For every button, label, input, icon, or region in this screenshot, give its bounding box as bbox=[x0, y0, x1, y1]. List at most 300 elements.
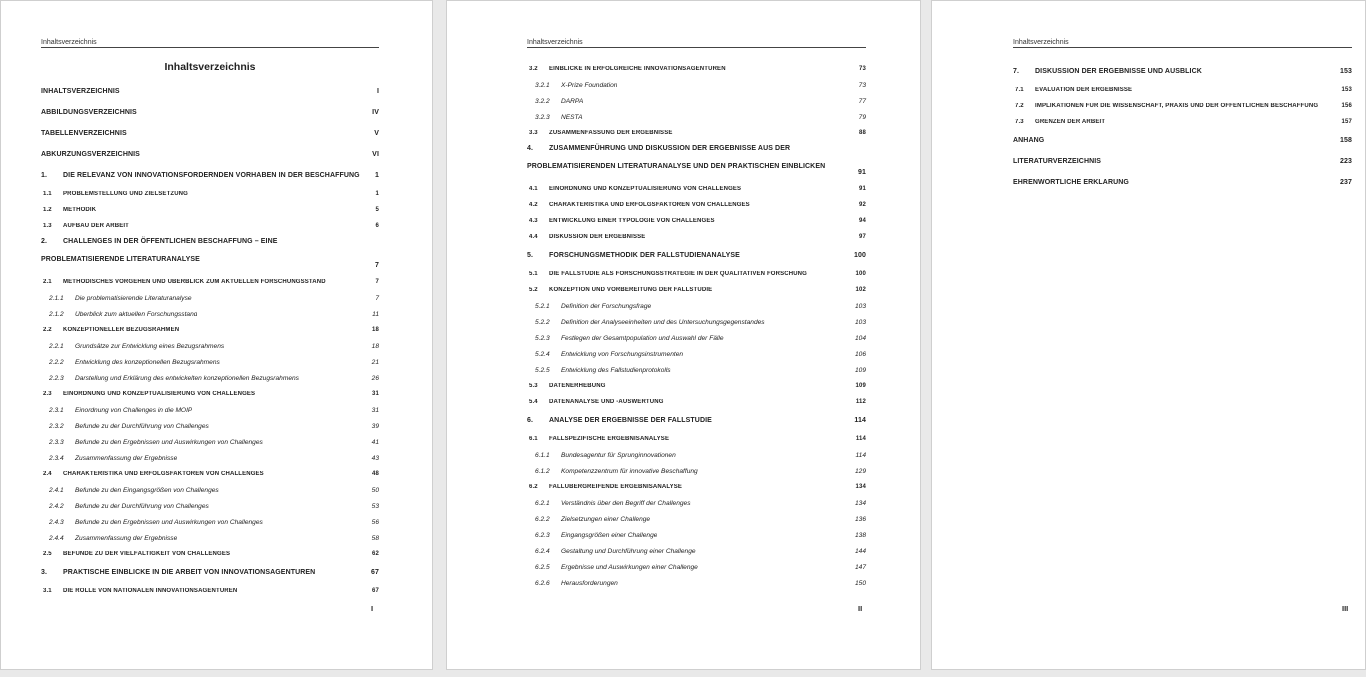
toc-entry-number: 4. bbox=[527, 145, 534, 152]
toc-entry-text: X-Prize Foundation bbox=[561, 81, 618, 89]
toc-entry[interactable] bbox=[41, 482, 379, 498]
toc-entry-page: 26 bbox=[371, 374, 379, 382]
toc-entry-title bbox=[529, 287, 712, 293]
toc-entry[interactable] bbox=[41, 450, 379, 466]
toc-entry-page: 77 bbox=[858, 97, 866, 105]
toc-entry-page: 153 bbox=[1340, 68, 1352, 75]
toc-entry[interactable] bbox=[1013, 98, 1352, 114]
toc-entry-text: FALLSPEZIFISCHE ERGEBNISANALYSE bbox=[549, 436, 670, 442]
page-header: Inhaltsverzeichnis bbox=[41, 39, 379, 48]
page-number: III bbox=[1342, 604, 1349, 613]
toc-entry-text: Kompetenzzentrum für innovative Beschaffung bbox=[561, 467, 698, 475]
toc-entry-page: 6 bbox=[375, 223, 379, 229]
toc-entry[interactable] bbox=[527, 266, 866, 282]
toc-entry-number: 6.2.6 bbox=[535, 579, 550, 587]
toc-entry-number: 5. bbox=[527, 252, 534, 259]
toc-entry[interactable] bbox=[41, 546, 379, 562]
toc-entry-number: 4.1 bbox=[529, 186, 538, 192]
toc-entry[interactable] bbox=[41, 418, 379, 434]
toc-entry-page: 94 bbox=[859, 218, 866, 224]
toc-entry-title bbox=[41, 151, 140, 158]
toc-entry[interactable] bbox=[41, 81, 379, 102]
toc-entry[interactable] bbox=[41, 165, 379, 186]
toc-entry-title bbox=[529, 436, 669, 442]
toc-entry-title bbox=[1013, 179, 1129, 186]
toc-entry-number: 6.2.2 bbox=[535, 515, 550, 523]
toc-entry-number: 6.2 bbox=[529, 484, 538, 490]
toc-entry-page: 112 bbox=[855, 399, 866, 405]
toc-entry-number: 1.2 bbox=[43, 207, 52, 213]
toc-entry-title bbox=[535, 548, 696, 555]
toc-entry-text: AUFBAU DER ARBEIT bbox=[63, 223, 129, 229]
toc-entry-page: 100 bbox=[854, 252, 866, 259]
toc-entry-page: 92 bbox=[859, 202, 866, 208]
toc-entry-number: 6.1.1 bbox=[535, 451, 550, 459]
toc-entry-title bbox=[535, 98, 583, 105]
toc-entry-page: 18 bbox=[371, 342, 379, 350]
toc-entry[interactable] bbox=[41, 434, 379, 450]
toc-entry-number: 6.1 bbox=[529, 436, 538, 442]
toc-entry-title bbox=[49, 439, 263, 446]
toc-entry[interactable] bbox=[41, 514, 379, 530]
toc-entry-title bbox=[43, 191, 188, 197]
toc-entry-title bbox=[49, 503, 209, 510]
toc-entry-number: 2.2 bbox=[43, 327, 52, 333]
document-page-2 bbox=[446, 0, 921, 670]
toc-entry-title bbox=[535, 351, 683, 358]
toc-entry[interactable] bbox=[41, 234, 379, 274]
page-number: I bbox=[371, 604, 374, 613]
toc-entry[interactable] bbox=[527, 282, 866, 298]
toc-entry-title bbox=[529, 399, 664, 405]
toc-entry-title bbox=[535, 468, 698, 475]
toc-entry-title bbox=[527, 140, 837, 176]
toc-entry[interactable] bbox=[527, 141, 866, 181]
toc-entry[interactable] bbox=[41, 186, 379, 202]
toc-entry-title bbox=[529, 271, 807, 277]
toc-entry[interactable] bbox=[1013, 130, 1352, 151]
toc-entry-number: 2.1.2 bbox=[49, 310, 64, 318]
toc-entry-text: Befunde zu den Ergebnissen und Auswirkungen von Challenges bbox=[75, 438, 263, 446]
toc-entry-number: 2.4.1 bbox=[49, 486, 64, 494]
toc-entry-number: 5.2.1 bbox=[535, 302, 550, 310]
toc-entry-page: 153 bbox=[1341, 87, 1352, 93]
toc-entry-number: 5.2.4 bbox=[535, 350, 550, 358]
toc-entry[interactable] bbox=[41, 322, 379, 338]
toc-entry-page: 5 bbox=[375, 207, 379, 213]
toc-entry-page: 67 bbox=[371, 569, 379, 576]
toc-entry[interactable] bbox=[527, 245, 866, 266]
toc-entry-page: 158 bbox=[1340, 137, 1352, 144]
toc-entry-page: 114 bbox=[855, 436, 866, 442]
toc-entry-text: ZUSAMMENFÜHRUNG UND DISKUSSION DER ERGEBNISSE AUS DER PROBLEMATISIERENDEN LITERATURANALYSE UND DEN PRAKTISCHEN EINBLICKEN bbox=[527, 145, 826, 170]
toc-entry[interactable] bbox=[1013, 61, 1352, 82]
toc-entry-page: 138 bbox=[854, 531, 866, 539]
toc-entry-page: 58 bbox=[371, 534, 379, 542]
toc-entry-page: 136 bbox=[854, 515, 866, 523]
toc-entry[interactable] bbox=[527, 229, 866, 245]
toc-entry[interactable] bbox=[527, 298, 866, 314]
toc-entry[interactable] bbox=[527, 181, 866, 197]
toc-entry-page: 144 bbox=[854, 547, 866, 555]
toc-entry-page: 88 bbox=[859, 130, 866, 136]
toc-entry-number: 4.2 bbox=[529, 202, 538, 208]
toc-entry-text: DARPA bbox=[561, 97, 584, 105]
toc-entry[interactable] bbox=[41, 144, 379, 165]
toc-entry-title bbox=[529, 383, 606, 389]
toc-entry-page: 114 bbox=[855, 451, 866, 459]
toc-entry-text: Entwicklung des konzeptionellen Bezugsrahmens bbox=[75, 358, 220, 366]
toc-entry-number: 3. bbox=[41, 569, 48, 576]
toc-entry-number: 2.3.2 bbox=[49, 422, 64, 430]
toc-entry[interactable] bbox=[41, 290, 379, 306]
toc-entry-title bbox=[529, 234, 645, 240]
toc-list bbox=[1013, 61, 1352, 193]
toc-entry-page: 67 bbox=[372, 588, 379, 594]
page-number: II bbox=[858, 604, 863, 613]
toc-entry-text: METHODIK bbox=[63, 207, 97, 213]
toc-entry-page: 1 bbox=[375, 172, 379, 179]
toc-entry-number: 2.4.2 bbox=[49, 502, 64, 510]
toc-entry-text: Einordnung von Challenges in die MOIP bbox=[75, 406, 193, 414]
toc-entry-text: LITERATURVERZEICHNIS bbox=[1013, 158, 1102, 165]
toc-entry[interactable] bbox=[527, 431, 866, 447]
toc-entry-text: KONZEPTIONELLER BEZUGSRAHMEN bbox=[63, 327, 180, 333]
toc-entry-number: 7.3 bbox=[1015, 119, 1024, 125]
toc-entry-text: Befunde zu der Durchführung von Challenges bbox=[75, 422, 209, 430]
toc-entry-text: ANALYSE DER ERGEBNISSE DER FALLSTUDIE bbox=[549, 417, 712, 424]
toc-list bbox=[41, 81, 379, 599]
toc-entry-number: 6.2.4 bbox=[535, 547, 550, 555]
toc-entry-title bbox=[43, 588, 237, 594]
toc-entry-page: 43 bbox=[371, 454, 379, 462]
toc-entry-title bbox=[43, 551, 230, 557]
toc-entry-title bbox=[527, 252, 740, 259]
toc-entry-number: 2.2.3 bbox=[49, 374, 64, 382]
toc-entry[interactable] bbox=[41, 354, 379, 370]
toc-entry-page: 41 bbox=[371, 438, 379, 446]
toc-entry-title bbox=[41, 233, 351, 269]
toc-entry-page: 147 bbox=[854, 563, 866, 571]
toc-entry-text: DIE FALLSTUDIE ALS FORSCHUNGSSTRATEGIE IN DER QUALITATIVEN FORSCHUNG bbox=[549, 271, 807, 277]
toc-entry-number: 6.2.5 bbox=[535, 563, 550, 571]
toc-entry-text: NESTA bbox=[561, 113, 583, 121]
toc-entry-text: Überblick zum aktuellen Forschungsstand bbox=[75, 310, 198, 318]
toc-entry-text: Zusammenfassung der Ergebnisse bbox=[75, 534, 178, 542]
toc-entry-number: 5.1 bbox=[529, 271, 538, 277]
toc-entry-number: 2.4.4 bbox=[49, 534, 64, 542]
toc-entry-page: 134 bbox=[855, 484, 866, 490]
toc-entry-title bbox=[1013, 68, 1202, 75]
toc-entry-title bbox=[43, 223, 129, 229]
toc-entry[interactable] bbox=[527, 125, 866, 141]
toc-entry-text: EHRENWÖRTLICHE ERKLÄRUNG bbox=[1013, 179, 1129, 186]
toc-entry[interactable] bbox=[41, 386, 379, 402]
toc-entry[interactable] bbox=[527, 543, 866, 559]
toc-entry-text: Eingangsgrößen einer Challenge bbox=[561, 531, 658, 539]
toc-entry[interactable] bbox=[527, 378, 866, 394]
toc-entry-page: 31 bbox=[372, 391, 379, 397]
toc-entry[interactable] bbox=[527, 362, 866, 378]
toc-entry-page: 79 bbox=[858, 113, 866, 121]
toc-entry-text: Befunde zu der Durchführung von Challenges bbox=[75, 502, 209, 510]
toc-entry-number: 2. bbox=[41, 238, 48, 245]
toc-entry-title bbox=[535, 500, 691, 507]
toc-entry[interactable] bbox=[1013, 172, 1352, 193]
toc-entry[interactable] bbox=[527, 93, 866, 109]
toc-entry-number: 3.2.2 bbox=[535, 97, 550, 105]
toc-entry-title bbox=[1013, 158, 1101, 165]
toc-entry-page: 48 bbox=[372, 471, 379, 477]
toc-entry-page: 73 bbox=[859, 66, 866, 72]
toc-entry[interactable] bbox=[1013, 114, 1352, 130]
toc-entry-page: 7 bbox=[375, 294, 379, 302]
toc-entry-title bbox=[49, 311, 197, 318]
toc-entry[interactable] bbox=[41, 218, 379, 234]
toc-entry-text: KONZEPTION UND VORBEREITUNG DER FALLSTUDIE bbox=[549, 287, 713, 293]
toc-entry-text: EINORDNUNG UND KONZEPTUALISIERUNG VON CHALLENGES bbox=[63, 391, 256, 397]
toc-entry[interactable] bbox=[527, 314, 866, 330]
toc-entry[interactable] bbox=[41, 583, 379, 599]
toc-entry-title bbox=[43, 471, 264, 477]
toc-entry-page: 91 bbox=[858, 169, 866, 176]
toc-entry-number: 7. bbox=[1013, 68, 1020, 75]
toc-entry-text: DISKUSSION DER ERGEBNISSE UND AUSBLICK bbox=[1035, 68, 1202, 75]
toc-entry-page: 18 bbox=[372, 327, 379, 333]
toc-entry-number: 5.2.2 bbox=[535, 318, 550, 326]
toc-entry-title bbox=[535, 516, 650, 523]
toc-entry[interactable] bbox=[527, 527, 866, 543]
toc-entry-title bbox=[529, 130, 673, 136]
document-page-3 bbox=[931, 0, 1366, 670]
toc-entry-number: 7.1 bbox=[1015, 87, 1024, 93]
toc-entry-text: IMPLIKATIONEN FÜR DIE WISSENSCHAFT, PRAXIS UND DER ÖFFENTLICHEN BESCHAFFUNG bbox=[1035, 103, 1319, 109]
toc-entry-title bbox=[535, 319, 765, 326]
toc-entry-page: I bbox=[376, 88, 379, 95]
toc-entry-title bbox=[529, 66, 726, 72]
toc-entry-title bbox=[535, 82, 617, 89]
toc-entry-title bbox=[527, 417, 712, 424]
toc-entry-page: 7 bbox=[375, 279, 379, 285]
toc-entry[interactable] bbox=[41, 530, 379, 546]
toc-entry[interactable] bbox=[41, 123, 379, 144]
toc-entry-title bbox=[43, 279, 326, 285]
toc-entry-title bbox=[535, 303, 651, 310]
toc-entry-text: GRENZEN DER ARBEIT bbox=[1035, 119, 1106, 125]
toc-entry-page: 91 bbox=[859, 186, 866, 192]
toc-entry-text: Zielsetzungen einer Challenge bbox=[561, 515, 651, 523]
toc-entry-text: DIE ROLLE VON NATIONALEN INNOVATIONSAGENTUREN bbox=[63, 588, 238, 594]
toc-entry-text: ENTWICKLUNG EINER TYPOLOGIE VON CHALLENGES bbox=[549, 218, 715, 224]
toc-entry-number: 2.3 bbox=[43, 391, 52, 397]
page-header: Inhaltsverzeichnis bbox=[1013, 39, 1352, 48]
toc-entry-text: TABELLENVERZEICHNIS bbox=[41, 130, 127, 137]
toc-entry[interactable] bbox=[1013, 82, 1352, 98]
toc-entry-page: 237 bbox=[1340, 179, 1352, 186]
toc-entry-text: EVALUATION DER ERGEBNISSE bbox=[1035, 87, 1133, 93]
toc-entry-text: Darstellung und Erklärung des entwickelten konzeptionellen Bezugsrahmens bbox=[75, 374, 299, 382]
toc-entry-number: 3.1 bbox=[43, 588, 52, 594]
toc-entry-page: 103 bbox=[854, 318, 866, 326]
toc-entry[interactable] bbox=[527, 213, 866, 229]
toc-entry-page: 156 bbox=[1341, 103, 1352, 109]
toc-entry-title bbox=[49, 295, 192, 302]
toc-entry-text: ZUSAMMENFASSUNG DER ERGEBNISSE bbox=[549, 130, 673, 136]
toc-entry-text: ANHANG bbox=[1013, 137, 1045, 144]
toc-entry-title bbox=[1013, 137, 1044, 144]
toc-entry-title bbox=[41, 172, 360, 179]
toc-entry-number: 2.4.3 bbox=[49, 518, 64, 526]
toc-entry[interactable] bbox=[527, 61, 866, 77]
toc-entry-text: METHODISCHES VORGEHEN UND ÜBERBLICK ZUM AKTUELLEN FORSCHUNGSSTAND bbox=[63, 279, 326, 285]
toc-entry-number: 3.2.1 bbox=[535, 81, 550, 89]
toc-entry-number: 4.4 bbox=[529, 234, 538, 240]
toc-entry-number: 2.4 bbox=[43, 471, 52, 477]
toc-entry-number: 2.1 bbox=[43, 279, 52, 285]
toc-entry[interactable] bbox=[527, 559, 866, 575]
toc-entry-title bbox=[49, 407, 192, 414]
toc-entry[interactable] bbox=[41, 370, 379, 386]
toc-entry-number: 5.4 bbox=[529, 399, 538, 405]
toc-entry-page: 39 bbox=[371, 422, 379, 430]
toc-entry-text: CHALLENGES IN DER ÖFFENTLICHEN BESCHAFFUNG – EINE PROBLEMATISIERENDE LITERATURANALYSE bbox=[41, 238, 278, 263]
toc-entry[interactable] bbox=[527, 77, 866, 93]
toc-entry-text: ABKÜRZUNGSVERZEICHNIS bbox=[41, 151, 140, 158]
toc-entry-text: DATENANALYSE UND -AUSWERTUNG bbox=[549, 399, 664, 405]
toc-entry[interactable] bbox=[41, 562, 379, 583]
toc-entry-text: Die problematisierende Literaturanalyse bbox=[75, 294, 192, 302]
toc-entry-number: 2.3.4 bbox=[49, 454, 64, 462]
toc-entry-page: 103 bbox=[854, 302, 866, 310]
toc-entry-number: 3.3 bbox=[529, 130, 538, 136]
toc-entry-title bbox=[41, 569, 315, 576]
toc-entry[interactable] bbox=[41, 202, 379, 218]
toc-entry-number: 4.3 bbox=[529, 218, 538, 224]
toc-entry-title bbox=[535, 367, 671, 374]
toc-entry-number: 3.2 bbox=[529, 66, 538, 72]
toc-entry-number: 1.3 bbox=[43, 223, 52, 229]
toc-entry-title bbox=[41, 88, 120, 95]
toc-entry[interactable] bbox=[41, 402, 379, 418]
toc-entry[interactable] bbox=[527, 330, 866, 346]
toc-entry-text: DATENERHEBUNG bbox=[549, 383, 606, 389]
toc-entry-number: 2.2.2 bbox=[49, 358, 64, 366]
toc-entry-title bbox=[43, 207, 96, 213]
toc-entry[interactable] bbox=[527, 197, 866, 213]
toc-entry-page: 50 bbox=[371, 486, 379, 494]
toc-entry-page: 106 bbox=[854, 350, 866, 358]
toc-entry-page: 7 bbox=[375, 262, 379, 269]
toc-entry-title bbox=[1015, 87, 1132, 93]
toc-entry-text: EINBLICKE IN ERFOLGREICHE INNOVATIONSAGENTUREN bbox=[549, 66, 726, 72]
toc-entry-title bbox=[535, 564, 698, 571]
toc-entry-text: Gestaltung und Durchführung einer Challenge bbox=[561, 547, 696, 555]
toc-entry[interactable] bbox=[527, 346, 866, 362]
toc-entry-text: Befunde zu den Eingangsgrößen von Challenges bbox=[75, 486, 219, 494]
toc-entry-text: PRAKTISCHE EINBLICKE IN DIE ARBEIT VON INNOVATIONSAGENTUREN bbox=[63, 569, 316, 576]
toc-entry-page: IV bbox=[372, 109, 379, 116]
toc-entry[interactable] bbox=[527, 463, 866, 479]
toc-entry-title bbox=[529, 186, 741, 192]
toc-entry[interactable] bbox=[41, 306, 379, 322]
toc-entry-text: Ergebnisse und Auswirkungen einer Challenge bbox=[561, 563, 698, 571]
toc-entry[interactable] bbox=[527, 410, 866, 431]
toc-entry-title bbox=[1015, 119, 1105, 125]
toc-entry-text: Festlegen der Gesamtpopulation und Auswahl der Fälle bbox=[561, 334, 724, 342]
toc-entry-title bbox=[49, 519, 263, 526]
toc-entry-text: CHARAKTERISTIKA UND ERFOLGSFAKTOREN VON CHALLENGES bbox=[63, 471, 264, 477]
toc-entry-number: 2.3.1 bbox=[49, 406, 64, 414]
toc-entry-number: 6.2.1 bbox=[535, 499, 550, 507]
toc-entry-title bbox=[43, 391, 255, 397]
toc-entry-text: Befunde zu den Ergebnissen und Auswirkungen von Challenges bbox=[75, 518, 263, 526]
toc-entry-title bbox=[535, 452, 676, 459]
toc-entry-page: 53 bbox=[371, 502, 379, 510]
toc-entry-text: Definition der Forschungsfrage bbox=[561, 302, 652, 310]
page-title: Inhaltsverzeichnis bbox=[164, 61, 256, 73]
toc-entry-text: FORSCHUNGSMETHODIK DER FALLSTUDIENANALYSE bbox=[549, 252, 740, 259]
toc-entry-title bbox=[49, 487, 219, 494]
toc-entry[interactable] bbox=[1013, 151, 1352, 172]
toc-entry-page: 114 bbox=[854, 417, 866, 424]
toc-entry-text: BEFUNDE ZU DER VIELFÄLTIGKEIT VON CHALLENGES bbox=[63, 551, 231, 557]
toc-entry-title bbox=[535, 532, 657, 539]
toc-entry-text: DISKUSSION DER ERGEBNISSE bbox=[549, 234, 646, 240]
toc-entry[interactable] bbox=[527, 511, 866, 527]
toc-entry[interactable] bbox=[527, 575, 866, 591]
toc-entry[interactable] bbox=[527, 447, 866, 463]
toc-entry[interactable] bbox=[527, 479, 866, 495]
toc-entry-text: ABBILDUNGSVERZEICHNIS bbox=[41, 109, 137, 116]
toc-entry-page: 102 bbox=[855, 287, 866, 293]
toc-entry-number: 7.2 bbox=[1015, 103, 1024, 109]
toc-entry-title bbox=[529, 484, 682, 490]
toc-entry[interactable] bbox=[41, 102, 379, 123]
toc-entry-number: 2.3.3 bbox=[49, 438, 64, 446]
toc-entry-page: 150 bbox=[854, 579, 866, 587]
toc-entry-number: 2.5 bbox=[43, 551, 52, 557]
toc-entry[interactable] bbox=[527, 394, 866, 410]
toc-list bbox=[527, 61, 866, 591]
toc-entry-text: DIE RELEVANZ VON INNOVATIONSFÖRDERNDEN VORHABEN IN DER BESCHAFFUNG bbox=[63, 172, 360, 179]
toc-entry-page: V bbox=[374, 130, 379, 137]
toc-entry-page: 62 bbox=[372, 551, 379, 557]
toc-entry-page: 100 bbox=[855, 271, 866, 277]
toc-entry-number: 1.1 bbox=[43, 191, 52, 197]
toc-entry-page: 157 bbox=[1341, 119, 1352, 125]
toc-entry-page: 109 bbox=[855, 383, 866, 389]
toc-entry[interactable] bbox=[41, 338, 379, 354]
toc-entry-title bbox=[1015, 103, 1318, 109]
toc-entry-page: 56 bbox=[371, 518, 379, 526]
toc-entry-title bbox=[49, 359, 220, 366]
toc-entry-title bbox=[41, 109, 137, 116]
page-header: Inhaltsverzeichnis bbox=[527, 39, 866, 48]
toc-entry-text: CHARAKTERISTIKA UND ERFOLGSFAKTOREN VON CHALLENGES bbox=[549, 202, 750, 208]
toc-entry[interactable] bbox=[41, 498, 379, 514]
toc-entry[interactable] bbox=[527, 109, 866, 125]
toc-entry[interactable] bbox=[41, 274, 379, 290]
toc-entry-number: 6.1.2 bbox=[535, 467, 550, 475]
toc-entry[interactable] bbox=[41, 466, 379, 482]
toc-entry-number: 1. bbox=[41, 172, 48, 179]
toc-entry[interactable] bbox=[527, 495, 866, 511]
toc-entry-title bbox=[49, 455, 177, 462]
toc-entry-page: 129 bbox=[854, 467, 866, 475]
toc-entry-text: Entwicklung von Forschungsinstrumenten bbox=[561, 350, 684, 358]
toc-entry-number: 2.1.1 bbox=[49, 294, 64, 302]
toc-entry-text: PROBLEMSTELLUNG UND ZIELSETZUNG bbox=[63, 191, 188, 197]
